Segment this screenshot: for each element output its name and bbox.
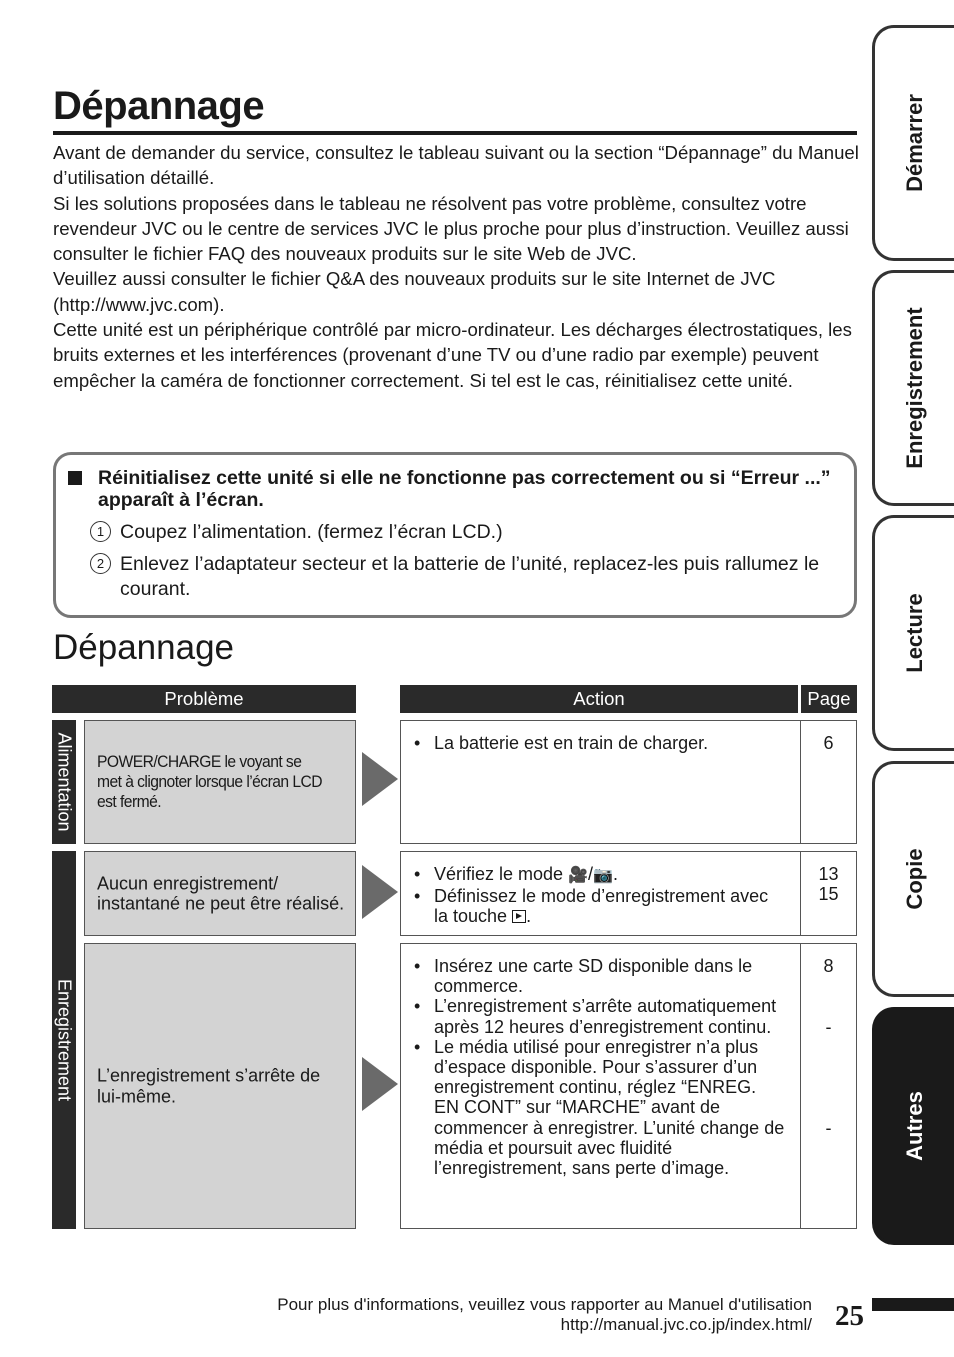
page-bar [872, 1298, 954, 1311]
page-number: 25 [835, 1300, 864, 1332]
intro-paragraph: Si les solutions proposées dans le tableau ne résolvent pas votre problème, consultez votre revendeur JVC ou le centre de services JVC le plus proche pour plus d’instruction. Veuillez aussi consulter le fichier FAQ des nouveaux produits sur le site Web de JVC. [53, 192, 849, 265]
tab-copie[interactable] [872, 761, 954, 997]
footer-url[interactable]: http://manual.jvc.co.jp/index.html/ [560, 1315, 812, 1334]
category-enregistrement [52, 851, 76, 1229]
action-item: • Le média utilisé pour enregistrer n’a plus d’espace disponible. Pour s’assurer d’un enregistrement continu, réglez “ENREG. EN CONT” sur “MARCHE” avant de commencer à enregistrer. L’unité change de média et poursuit avec fluidité l’enregistrement, sans perte d’image. [413, 1037, 785, 1178]
intro-paragraph: Cette unité est un périphérique contrôlé par micro-ordinateur. Les décharges électrostatiques, les bruits externes et les interférences (provenant d’une TV ou d’une radio par exemple) peuvent empêcher la caméra de fonctionner correctement. Si tel est le cas, réinitialisez cette unité. [53, 319, 852, 391]
section-subtitle: Dépannage [53, 628, 234, 667]
problem-text: L’enregistrement s’arrête de lui-même. [97, 1065, 321, 1106]
page-ref: 6 [823, 733, 834, 753]
tab-label: Démarrer [901, 94, 927, 192]
tab-label: Lecture [901, 593, 927, 673]
intro-paragraph: Veuillez aussi consulter le fichier Q&A des nouveaux produits sur le site Internet de JVC (http://www.jvc.com). [53, 268, 776, 315]
problem-cell [84, 851, 356, 936]
action-item: • La batterie est en train de charger. [413, 733, 785, 753]
header-action: Action [400, 685, 798, 713]
page-cell [800, 851, 857, 936]
intro-paragraph: Avant de demander du service, consultez le tableau suivant ou la section “Dépannage” du Manuel d’utilisation détaillé. [53, 142, 859, 189]
action-item: • L’enregistrement s’arrête automatiquement après 12 heures d’enregistrement continu. [413, 996, 785, 1036]
reset-step [90, 520, 830, 545]
tab-label: Autres [901, 1091, 927, 1161]
step-number: 1 [90, 521, 111, 542]
action-item: • Insérez une carte SD disponible dans le commerce. [413, 956, 785, 996]
action-item: • Vérifiez le mode 🎥/📷. [413, 864, 785, 886]
play-button-icon [512, 910, 526, 923]
header-page: Page [801, 685, 857, 713]
intro-text [53, 140, 859, 393]
reset-step [90, 552, 830, 602]
step-text: Coupez l’alimentation. (fermez l’écran LCD.) [120, 521, 503, 543]
category-label: Alimentation [54, 732, 75, 832]
reset-title [68, 467, 843, 511]
square-bullet-icon [68, 471, 82, 485]
action-item: • Définissez le mode d’enregistrement avec la touche . [413, 886, 785, 926]
problem-cell [84, 720, 356, 844]
page-cell [800, 720, 857, 844]
action-cell [400, 943, 801, 1229]
problem-text: POWER/CHARGE le voyant se met à clignoter lorsque l’écran LCD est fermé. [97, 752, 322, 811]
page-title: Dépannage [53, 84, 265, 128]
photo-camera-icon: 📷 [593, 867, 613, 884]
arrow-right-icon [362, 865, 398, 919]
step-number: 2 [90, 553, 111, 574]
tab-autres[interactable] [872, 1007, 954, 1245]
tab-enregistrement[interactable] [872, 270, 954, 506]
page-ref: 8 - - [823, 956, 834, 1138]
tab-lecture[interactable] [872, 515, 954, 751]
action-cell [400, 720, 801, 844]
problem-cell [84, 943, 356, 1229]
video-camera-icon: 🎥 [568, 867, 588, 884]
category-label: Enregistrement [54, 978, 75, 1102]
category-alimentation [52, 720, 76, 844]
header-problem: Problème [52, 685, 356, 713]
page-ref: 13 15 [818, 864, 839, 905]
tab-demarrer[interactable] [872, 25, 954, 261]
action-cell [400, 851, 801, 936]
footer-text: Pour plus d'informations, veuillez vous rapporter au Manuel d'utilisation [277, 1295, 812, 1314]
problem-text: Aucun enregistrement/ instantané ne peut être réalisé. [97, 873, 345, 914]
page-cell [800, 943, 857, 1229]
arrow-right-icon [362, 752, 398, 806]
tab-label: Copie [901, 848, 927, 910]
step-text: Enlevez l’adaptateur secteur et la batterie de l’unité, replacez-les puis rallumez le courant. [120, 553, 820, 600]
title-rule [53, 131, 857, 135]
arrow-right-icon [362, 1057, 398, 1111]
reset-title-text: Réinitialisez cette unité si elle ne fonctionne pas correctement ou si “Erreur ...” apparaît à l’écran. [98, 467, 831, 511]
tab-label: Enregistrement [901, 307, 927, 469]
